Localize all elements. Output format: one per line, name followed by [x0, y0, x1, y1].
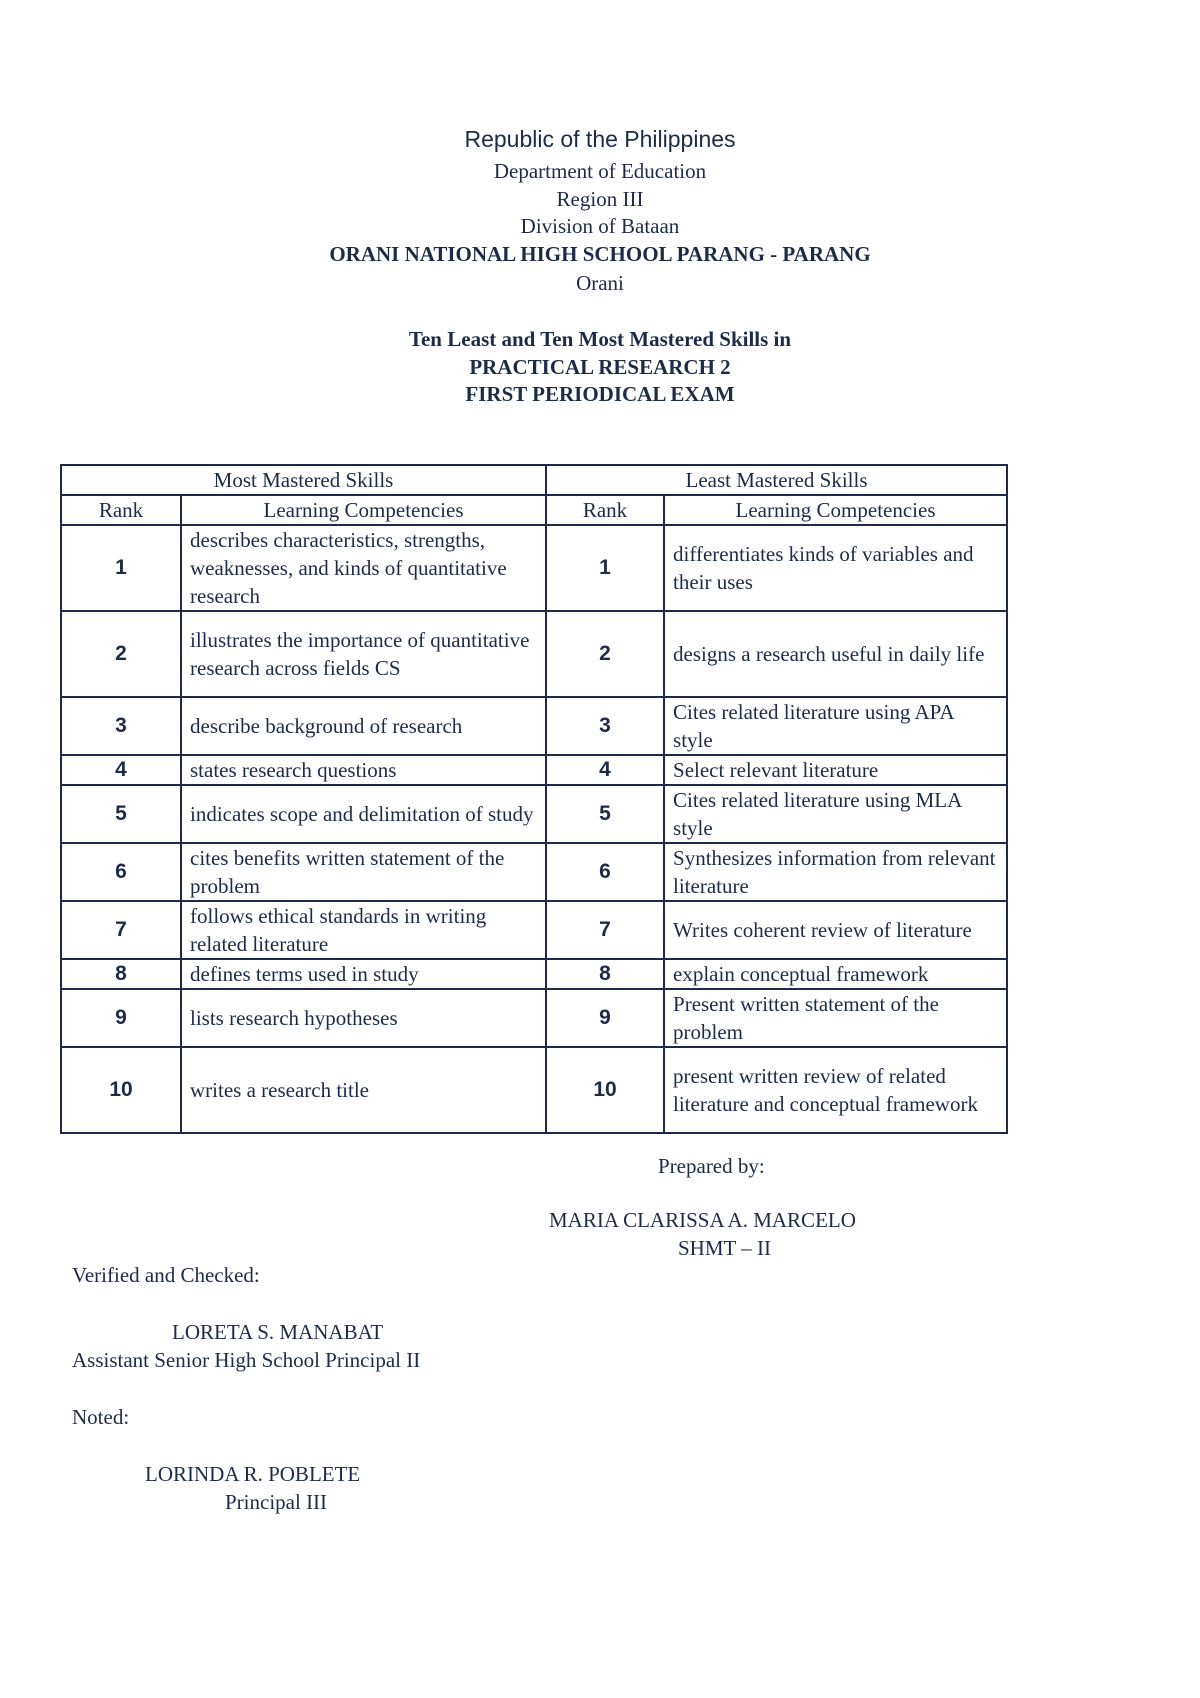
rank-cell: 7 [546, 901, 664, 959]
town-line: Orani [576, 271, 624, 295]
rank-cell: 8 [546, 959, 664, 989]
most-competency-cell: illustrates the importance of quantitative research across fields CS [181, 611, 546, 697]
least-competency-cell: Select relevant literature [664, 755, 1007, 785]
most-competency-cell: describe background of research [181, 697, 546, 755]
noter-name: LORINDA R. POBLETE [145, 1462, 361, 1486]
least-competency-cell: Synthesizes information from relevant literature [664, 843, 1007, 901]
competency-header: Learning Competencies [664, 495, 1007, 525]
department-line: Department of Education [493, 159, 707, 183]
table-row [61, 697, 1007, 755]
verified-label: Verified and Checked: [72, 1263, 260, 1287]
least-competency-cell: Cites related literature using MLA style [664, 785, 1007, 843]
table-row [61, 611, 1007, 697]
rank-cell: 5 [546, 785, 664, 843]
most-competency-cell: cites benefits written statement of the problem [181, 843, 546, 901]
least-competency-cell: Writes coherent review of literature [664, 901, 1007, 959]
verifier-name: LORETA S. MANABAT [172, 1320, 384, 1344]
table-row [61, 755, 1007, 785]
republic-heading: Republic of the Philippines [464, 126, 736, 152]
least-mastered-header: Least Mastered Skills [546, 465, 1007, 495]
table-row [61, 525, 1007, 611]
least-competency-cell: Cites related literature using APA style [664, 697, 1007, 755]
preparer-title: SHMT – II [678, 1236, 771, 1260]
competency-header: Learning Competencies [181, 495, 546, 525]
title-line-2: PRACTICAL RESEARCH 2 [469, 355, 731, 379]
least-competency-cell: Present written statement of the problem [664, 989, 1007, 1047]
rank-cell: 7 [61, 901, 181, 959]
rank-cell: 3 [546, 697, 664, 755]
rank-cell: 6 [61, 843, 181, 901]
group-header-row [61, 465, 1007, 495]
most-competency-cell: defines terms used in study [181, 959, 546, 989]
school-name: ORANI NATIONAL HIGH SCHOOL PARANG - PARANG [329, 242, 871, 266]
most-competency-cell: describes characteristics, strengths, weaknesses, and kinds of quantitative research [181, 525, 546, 611]
rank-cell: 2 [546, 611, 664, 697]
rank-cell: 3 [61, 697, 181, 755]
rank-cell: 6 [546, 843, 664, 901]
rank-cell: 1 [546, 525, 664, 611]
verifier-title: Assistant Senior High School Principal II [72, 1348, 421, 1372]
rank-cell: 5 [61, 785, 181, 843]
least-competency-cell: differentiates kinds of variables and their uses [664, 525, 1007, 611]
rank-cell: 2 [61, 611, 181, 697]
rank-cell: 1 [61, 525, 181, 611]
division-line: Division of Bataan [520, 214, 680, 238]
prepared-by-label: Prepared by: [658, 1154, 765, 1178]
most-competency-cell: lists research hypotheses [181, 989, 546, 1047]
table-row [61, 785, 1007, 843]
table-row [61, 843, 1007, 901]
rank-cell: 8 [61, 959, 181, 989]
column-header-row [61, 495, 1007, 525]
most-mastered-header: Most Mastered Skills [61, 465, 546, 495]
most-competency-cell: writes a research title [181, 1047, 546, 1133]
noted-label: Noted: [72, 1405, 130, 1429]
rank-cell: 4 [61, 755, 181, 785]
rank-header: Rank [546, 495, 664, 525]
table-row [61, 989, 1007, 1047]
rank-cell: 9 [546, 989, 664, 1047]
table-row [61, 1047, 1007, 1133]
preparer-name: MARIA CLARISSA A. MARCELO [549, 1208, 856, 1232]
noter-title: Principal III [225, 1490, 328, 1514]
rank-cell: 10 [546, 1047, 664, 1133]
least-competency-cell: explain conceptual framework [664, 959, 1007, 989]
table-row [61, 959, 1007, 989]
most-competency-cell: indicates scope and delimitation of study [181, 785, 546, 843]
least-competency-cell: present written review of related literature and conceptual framework [664, 1047, 1007, 1133]
title-line-3: FIRST PERIODICAL EXAM [465, 382, 735, 406]
rank-header: Rank [61, 495, 181, 525]
most-competency-cell: states research questions [181, 755, 546, 785]
least-competency-cell: designs a research useful in daily life [664, 611, 1007, 697]
table-row [61, 901, 1007, 959]
rank-cell: 9 [61, 989, 181, 1047]
rank-cell: 10 [61, 1047, 181, 1133]
rank-cell: 4 [546, 755, 664, 785]
most-competency-cell: follows ethical standards in writing related literature [181, 901, 546, 959]
region-line: Region III [556, 187, 644, 211]
title-line-1: Ten Least and Ten Most Mastered Skills in [408, 327, 792, 351]
skills-table [60, 464, 1008, 1134]
